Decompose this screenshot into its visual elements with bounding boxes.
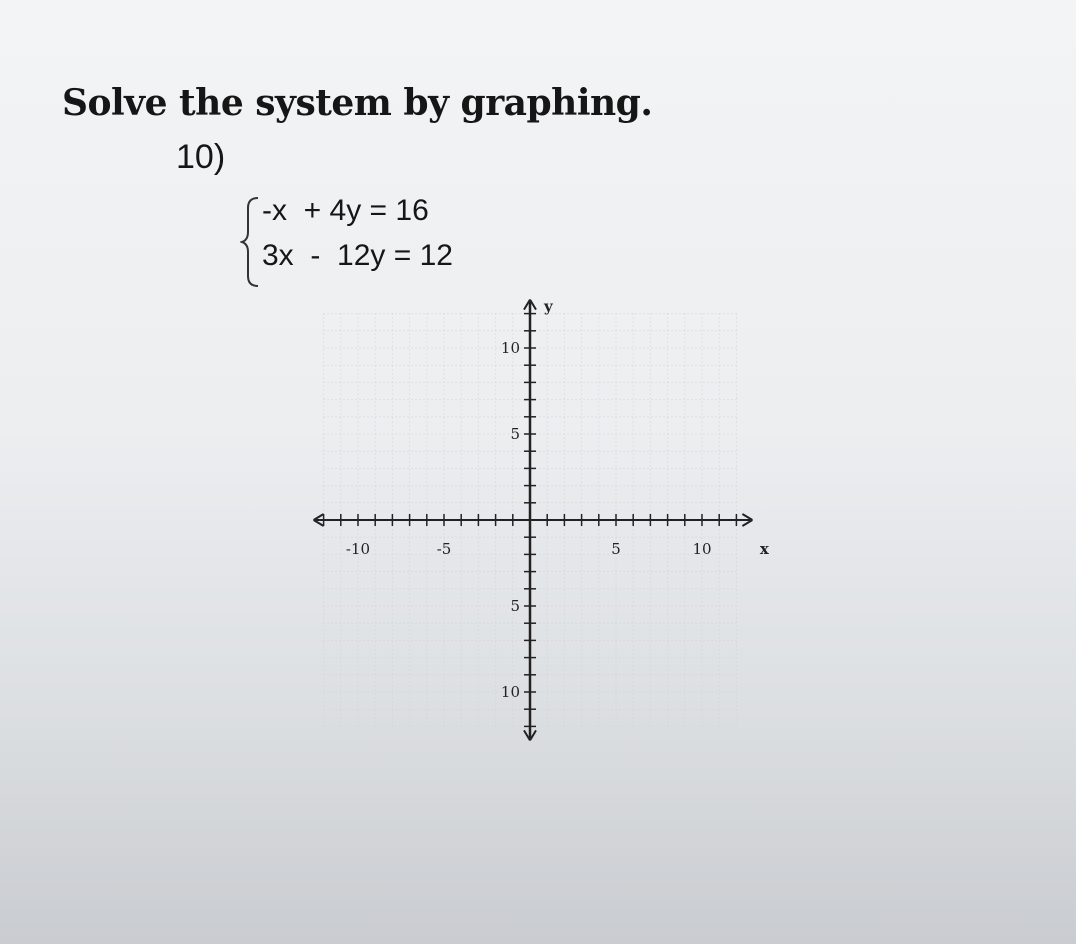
x-tick-label: 5 — [611, 540, 621, 558]
x-axis-label: x — [759, 540, 769, 558]
y-tick-label: 10 — [500, 339, 520, 357]
x-tick-label: -10 — [345, 540, 371, 558]
equation-2: 3x - 12y = 12 — [262, 239, 453, 272]
x-tick-label: -5 — [436, 540, 452, 558]
y-tick-label: 10 — [500, 683, 520, 701]
instruction-heading: Solve the system by graphing. — [62, 82, 653, 124]
y-tick-label: 5 — [510, 597, 520, 615]
y-tick-label: 5 — [510, 425, 520, 443]
y-axis-label: y — [544, 297, 553, 316]
equation-1: -x + 4y = 16 — [262, 194, 429, 227]
problem-number: 10) — [176, 138, 226, 176]
x-tick-label: 10 — [692, 540, 712, 558]
